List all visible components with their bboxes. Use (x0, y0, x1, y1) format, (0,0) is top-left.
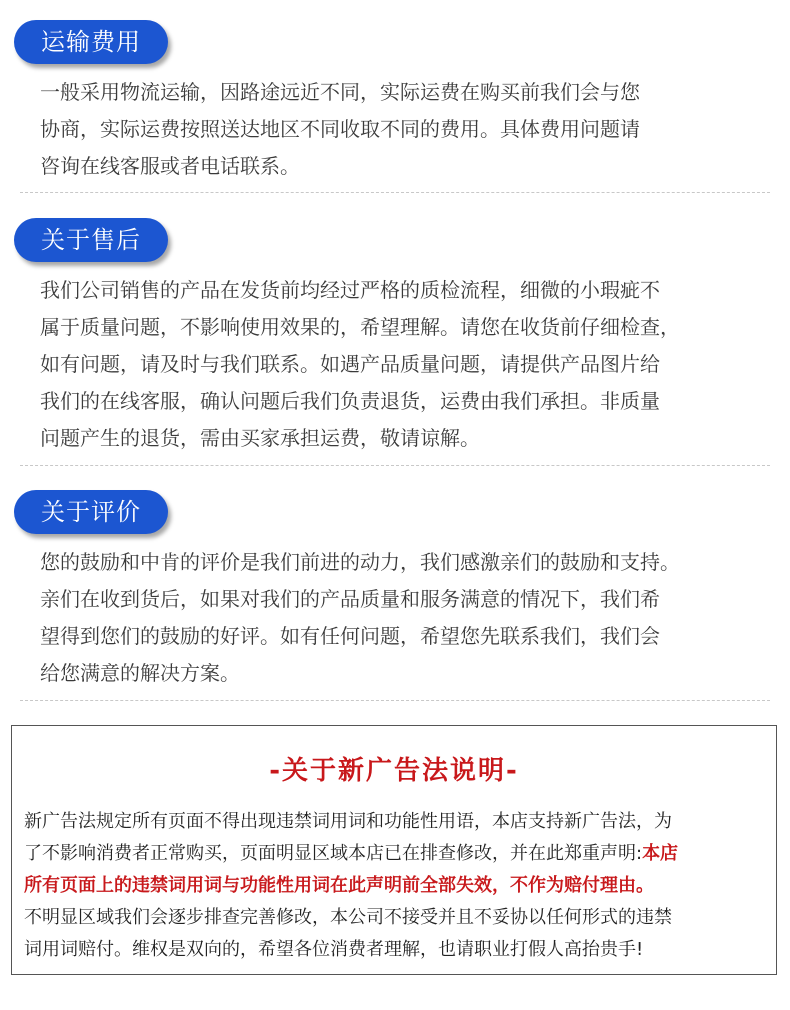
after-sales-line: 如有问题，请及时与我们联系。如遇产品质量问题，请提供产品图片给 (40, 352, 660, 376)
section-divider (20, 700, 770, 701)
after-sales-text (40, 272, 760, 457)
ad-law-title: -关于新广告法说明- (269, 756, 519, 786)
ad-law-highlight: 本店 (642, 843, 679, 864)
after-sales-line: 问题产生的退货，需由买家承担运费，敬请谅解。 (40, 426, 480, 450)
reviews-line: 给您满意的解决方案。 (40, 661, 240, 685)
ad-law-line: 词用词赔付。维权是双向的，希望各位消费者理解，也请职业打假人高抬贵手! (24, 939, 644, 960)
reviews-line: 您的鼓励和中肯的评价是我们前进的动力，我们感激亲们的鼓励和支持。 (40, 550, 680, 574)
section-divider (20, 192, 770, 193)
ad-law-line-plain: 了不影响消费者正常购买，页面明显区域本店已在排查修改，并在此郑重声明: (24, 843, 643, 864)
shipping-line: 一般采用物流运输，因路途远近不同，实际运费在购买前我们会与您 (40, 80, 640, 104)
shipping-line: 咨询在线客服或者电话联系。 (40, 154, 300, 178)
after-sales-line: 属于质量问题，不影响使用效果的，希望理解。请您在收货前仔细检查， (40, 315, 680, 339)
after-sales-title-badge: 关于售后 (14, 218, 168, 262)
after-sales-line: 我们公司销售的产品在发货前均经过严格的质检流程，细微的小瑕疵不 (40, 278, 660, 302)
reviews-title-badge: 关于评价 (14, 490, 168, 534)
ad-law-line: 新广告法规定所有页面不得出现违禁词用词和功能性用语，本店支持新广告法，为 (24, 811, 672, 832)
shipping-text (40, 74, 760, 185)
shipping-line: 协商，实际运费按照送达地区不同收取不同的费用。具体费用问题请 (40, 117, 640, 141)
shipping-title-badge: 运输费用 (14, 20, 168, 64)
ad-law-line (24, 838, 769, 870)
section-divider (20, 465, 770, 466)
ad-law-highlight-line: 所有页面上的违禁词用词与功能性用词在此声明前全部失效，不作为赔付理由。 (24, 875, 654, 896)
reviews-text (40, 544, 760, 692)
ad-law-body (24, 806, 769, 966)
reviews-line: 亲们在收到货后，如果对我们的产品质量和服务满意的情况下，我们希 (40, 587, 660, 611)
ad-law-line: 不明显区域我们会逐步排查完善修改，本公司不接受并且不妥协以任何形式的违禁 (24, 907, 672, 928)
reviews-line: 望得到您们的鼓励的好评。如有任何问题，希望您先联系我们，我们会 (40, 624, 660, 648)
after-sales-line: 我们的在线客服，确认问题后我们负责退货，运费由我们承担。非质量 (40, 389, 660, 413)
ad-law-notice-box (11, 725, 777, 975)
